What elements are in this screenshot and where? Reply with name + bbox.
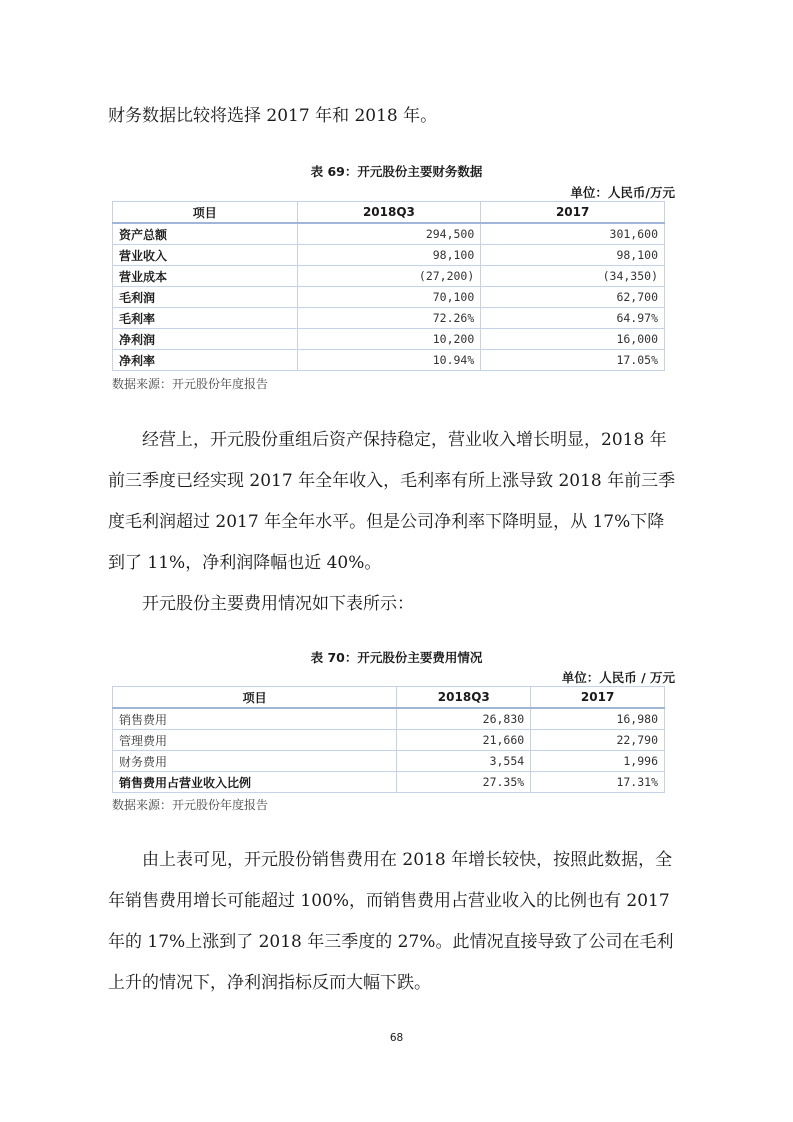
table-header-row bbox=[113, 202, 665, 224]
table-row bbox=[113, 730, 665, 751]
table-row bbox=[113, 287, 665, 308]
row-label: 毛利润 bbox=[113, 287, 298, 308]
table-row bbox=[113, 772, 665, 793]
header-item: 项目 bbox=[113, 687, 397, 709]
cell-2018q3: 98,100 bbox=[297, 245, 481, 266]
cell-2018q3: 27.35% bbox=[397, 772, 531, 793]
cell-2017: (34,350) bbox=[481, 266, 665, 287]
table70 bbox=[112, 686, 665, 793]
cell-2017: 16,980 bbox=[531, 708, 665, 730]
cell-2018q3: 26,830 bbox=[397, 708, 531, 730]
cell-2018q3: 294,500 bbox=[297, 223, 481, 245]
table-row bbox=[113, 708, 665, 730]
table69-unit: 单位：人民币/万元 bbox=[570, 185, 675, 200]
table70-caption: 表 70：开元股份主要费用情况 bbox=[310, 650, 483, 665]
cell-2018q3: (27,200) bbox=[297, 266, 481, 287]
header-2018q3: 2018Q3 bbox=[397, 687, 531, 709]
row-label: 管理费用 bbox=[113, 730, 397, 751]
cell-2017: 62,700 bbox=[481, 287, 665, 308]
cell-2017: 98,100 bbox=[481, 245, 665, 266]
cell-2017: 301,600 bbox=[481, 223, 665, 245]
row-label: 财务费用 bbox=[113, 751, 397, 772]
table70-source: 数据来源：开元股份年度报告 bbox=[112, 798, 269, 812]
cell-2017: 1,996 bbox=[531, 751, 665, 772]
table69-caption: 表 69：开元股份主要财务数据 bbox=[310, 164, 483, 179]
row-label: 营业收入 bbox=[113, 245, 298, 266]
header-2017: 2017 bbox=[481, 202, 665, 224]
cell-2017: 16,000 bbox=[481, 329, 665, 350]
table-header-row bbox=[113, 687, 665, 709]
table70-unit: 单位：人民币 / 万元 bbox=[561, 670, 675, 685]
cell-2018q3: 21,660 bbox=[397, 730, 531, 751]
row-label: 毛利率 bbox=[113, 308, 298, 329]
table69 bbox=[112, 201, 665, 371]
cell-2017: 64.97% bbox=[481, 308, 665, 329]
row-label: 净利率 bbox=[113, 350, 298, 371]
cell-2018q3: 70,100 bbox=[297, 287, 481, 308]
paragraph-conclusion: 由上表可见，开元股份销售费用在 2018 年增长较快，按照此数据，全年销售费用增长可能超过 100%，而销售费用占营业收入的比例也有 2017 年的 17%上涨到了 2018 年三季度的 27%。此情况直接导致了公司在毛利上升的情况下，净利润指标反而大幅下跌。 bbox=[108, 850, 674, 993]
header-2018q3: 2018Q3 bbox=[297, 202, 481, 224]
row-label: 净利润 bbox=[113, 329, 298, 350]
table-row bbox=[113, 751, 665, 772]
table69-source: 数据来源：开元股份年度报告 bbox=[112, 377, 269, 391]
cell-2018q3: 3,554 bbox=[397, 751, 531, 772]
cell-2017: 17.31% bbox=[531, 772, 665, 793]
table-row bbox=[113, 350, 665, 371]
table-row bbox=[113, 245, 665, 266]
table-row bbox=[113, 329, 665, 350]
table-row bbox=[113, 223, 665, 245]
row-label: 营业成本 bbox=[113, 266, 298, 287]
row-label: 销售费用 bbox=[113, 708, 397, 730]
cell-2018q3: 10.94% bbox=[297, 350, 481, 371]
header-item: 项目 bbox=[113, 202, 298, 224]
table-row bbox=[113, 308, 665, 329]
header-2017: 2017 bbox=[531, 687, 665, 709]
intro-line: 财务数据比较将选择 2017 年和 2018 年。 bbox=[108, 106, 438, 126]
cell-2017: 22,790 bbox=[531, 730, 665, 751]
table-row bbox=[113, 266, 665, 287]
row-label: 资产总额 bbox=[113, 223, 298, 245]
row-label: 销售费用占营业收入比例 bbox=[113, 772, 397, 793]
cell-2018q3: 10,200 bbox=[297, 329, 481, 350]
cell-2018q3: 72.26% bbox=[297, 308, 481, 329]
page-number: 68 bbox=[389, 1032, 404, 1044]
paragraph-intro-expenses: 开元股份主要费用情况如下表所示： bbox=[142, 594, 414, 614]
paragraph-analysis: 经营上，开元股份重组后资产保持稳定，营业收入增长明显，2018 年前三季度已经实现 2017 年全年收入，毛利率有所上涨导致 2018 年前三季度毛利润超过 2017 年全年水平。但是公司净利率下降明显，从 17%下降到了 11%，净利润降幅也近 40%。 bbox=[108, 430, 676, 573]
cell-2017: 17.05% bbox=[481, 350, 665, 371]
